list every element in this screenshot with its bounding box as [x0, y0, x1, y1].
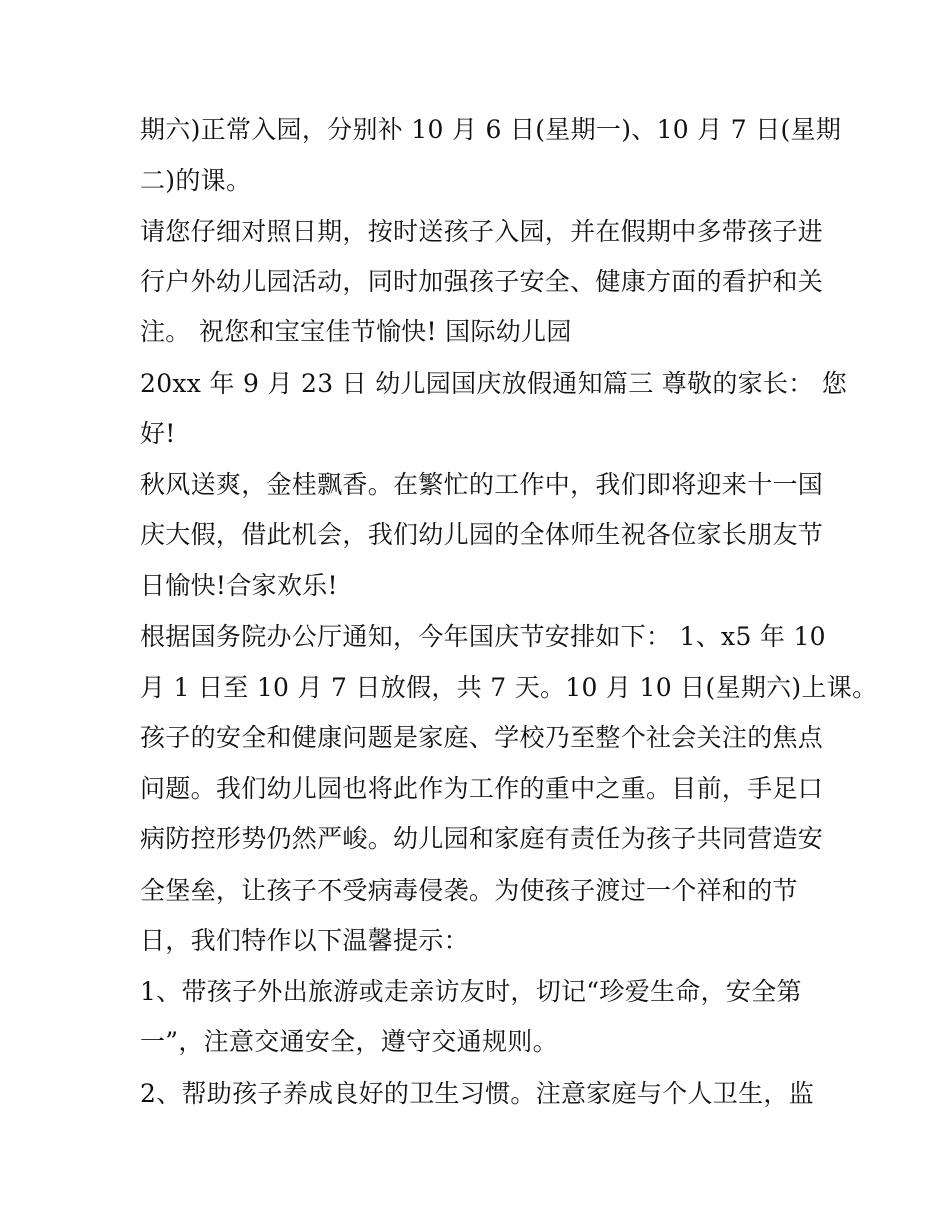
text-line: 孩子的安全和健康问题是家庭、学校乃至整个社会关注的焦点: [140, 723, 824, 752]
text-line: 二)的课。: [140, 166, 252, 195]
text-line: 月 1 日至 10 月 7 日放假，共 7 天。10 月 10 日(星期六)上课。: [140, 673, 878, 702]
text-line: 庆大假，借此机会，我们幼儿园的全体师生祝各位家长朋友节: [140, 520, 824, 549]
text-line: 秋风送爽，金桂飘香。在繁忙的工作中，我们即将迎来十一国: [140, 470, 824, 499]
text-line: 行户外幼儿园活动，同时加强孩子安全、健康方面的看护和关: [140, 267, 824, 296]
text-line: 好!: [140, 419, 176, 448]
text-line: 日愉快!合家欢乐!: [140, 571, 338, 600]
text-line: 一”，注意交通安全，遵守交通规则。: [140, 1027, 558, 1056]
text-line: 全堡垒，让孩子不受病毒侵袭。为使孩子渡过一个祥和的节: [140, 876, 798, 905]
text-line: 日，我们特作以下温馨提示：: [140, 926, 469, 955]
text-line: 根据国务院办公厅通知，今年国庆节安排如下： 1、x5 年 10: [140, 622, 826, 651]
text-line: 2、帮助孩子养成良好的卫生习惯。注意家庭与个人卫生，监: [140, 1079, 815, 1108]
text-line: 期六)正常入园，分别补 10 月 6 日(星期一)、10 月 7 日(星期: [140, 115, 842, 144]
text-line: 请您仔细对照日期，按时送孩子入园，并在假期中多带孩子进: [140, 217, 824, 246]
text-line: 注。 祝您和宝宝佳节愉快! 国际幼儿园: [140, 317, 572, 346]
text-line: 20xx 年 9 月 23 日 幼儿园国庆放假通知篇三 尊敬的家长： 您: [140, 369, 848, 398]
text-line: 病防控形势仍然严峻。幼儿园和家庭有责任为孩子共同营造安: [140, 824, 824, 853]
text-line: 1、带孩子外出旅游或走亲访友时，切记“珍爱生命，安全第: [140, 977, 802, 1006]
text-line: 问题。我们幼儿园也将此作为工作的重中之重。目前，手足口: [140, 774, 824, 803]
